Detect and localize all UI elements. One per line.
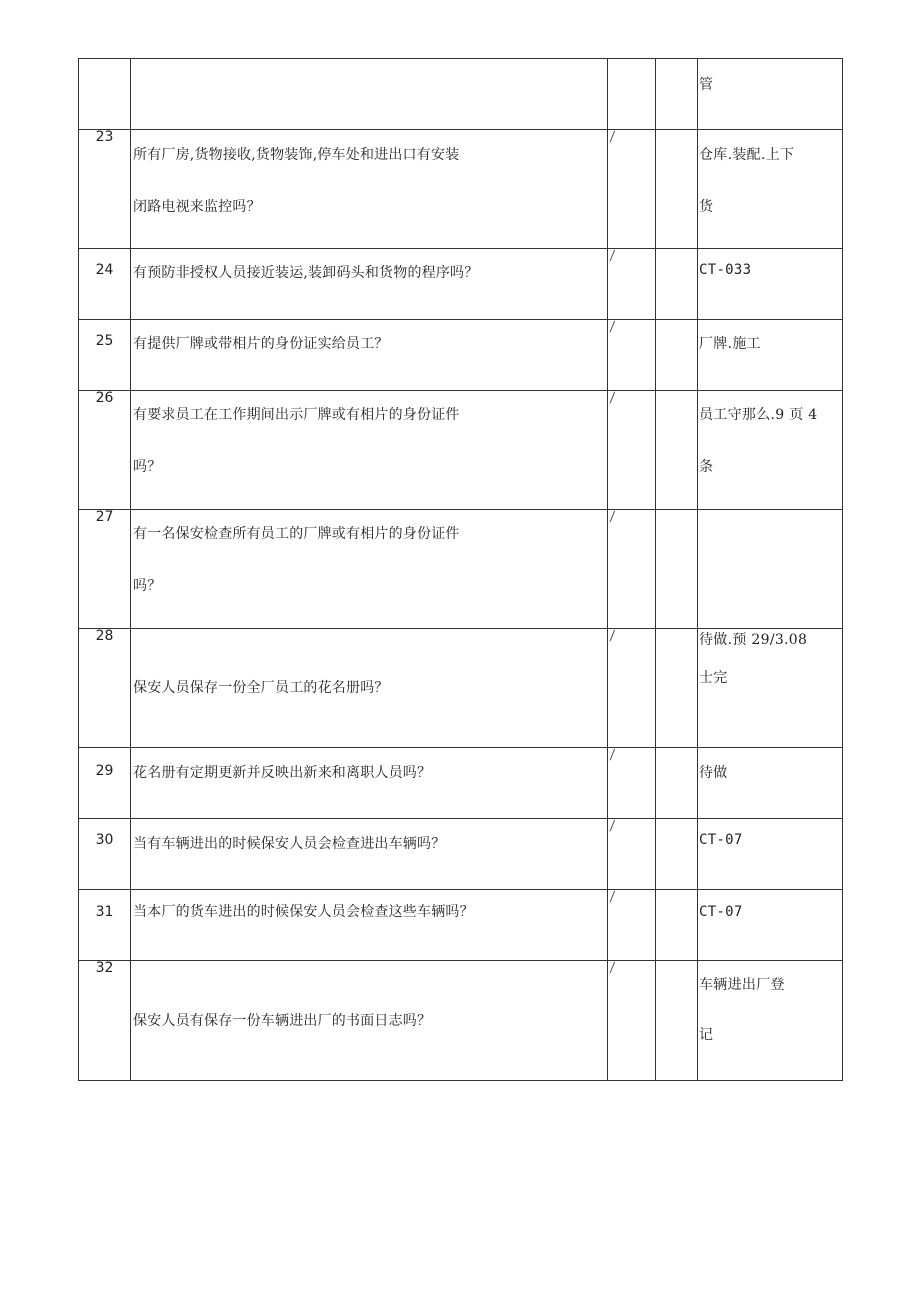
note-line: 车辆进出厂登 bbox=[699, 977, 785, 993]
row-note bbox=[698, 59, 843, 130]
question-line: 闭路电视来监控吗？ bbox=[133, 199, 261, 215]
note-line: 条 bbox=[699, 459, 714, 475]
row-mark: / bbox=[608, 748, 656, 819]
row-note bbox=[698, 130, 843, 249]
row-question bbox=[131, 510, 608, 629]
note-line: 货 bbox=[699, 199, 714, 215]
question-line: 保安人员有保存一份车辆进出厂的书面日志吗？ bbox=[133, 1012, 432, 1029]
note-line: 仓库.装配.上下 bbox=[699, 147, 795, 163]
question-line: 吗？ bbox=[133, 578, 162, 594]
note-line: 记 bbox=[699, 1027, 714, 1043]
row-mark: / bbox=[608, 819, 656, 890]
note-line: 士完 bbox=[699, 670, 728, 686]
row-number: 30 bbox=[79, 819, 131, 890]
row-note bbox=[698, 819, 843, 890]
table-row bbox=[79, 59, 843, 130]
checklist-table bbox=[78, 58, 843, 1081]
table-row bbox=[79, 629, 843, 748]
table-row bbox=[79, 510, 843, 629]
row-note bbox=[698, 320, 843, 391]
note-line: CT-07 bbox=[699, 832, 743, 848]
row-blank bbox=[656, 510, 698, 629]
row-question bbox=[131, 320, 608, 391]
question-line: 花名册有定期更新并反映出新来和离职人员吗？ bbox=[133, 765, 432, 781]
row-question bbox=[131, 391, 608, 510]
row-mark: / bbox=[608, 890, 656, 961]
question-line: 保安人员保存一份全厂员工的花名册吗？ bbox=[133, 680, 389, 696]
row-mark: / bbox=[608, 391, 656, 510]
question-line: 有提供厂牌或带相片的身份证实给员工？ bbox=[133, 336, 389, 352]
note-line: 待做.预 29/3.08 bbox=[699, 632, 808, 648]
row-blank bbox=[656, 961, 698, 1081]
row-number: 26 bbox=[79, 391, 131, 510]
row-note bbox=[698, 961, 843, 1081]
row-blank bbox=[656, 629, 698, 748]
note-line: CT-033 bbox=[699, 262, 752, 278]
table-row bbox=[79, 890, 843, 961]
row-question bbox=[131, 59, 608, 130]
question-line: 有一名保安检查所有员工的厂牌或有相片的身份证件 bbox=[133, 526, 460, 542]
row-number: 29 bbox=[79, 748, 131, 819]
row-mark: / bbox=[608, 510, 656, 629]
table-row bbox=[79, 391, 843, 510]
note-line: 管 bbox=[699, 77, 714, 93]
row-question bbox=[131, 249, 608, 320]
table-row bbox=[79, 130, 843, 249]
row-blank bbox=[656, 249, 698, 320]
row-mark: / bbox=[608, 961, 656, 1081]
row-number: 23 bbox=[79, 130, 131, 249]
row-blank bbox=[656, 391, 698, 510]
row-question bbox=[131, 629, 608, 748]
question-line: 有要求员工在工作期间出示厂牌或有相片的身份证件 bbox=[133, 407, 460, 423]
row-question bbox=[131, 748, 608, 819]
row-number: 28 bbox=[79, 629, 131, 748]
row-note bbox=[698, 510, 843, 629]
row-number: 24 bbox=[79, 249, 131, 320]
row-number: 25 bbox=[79, 320, 131, 391]
row-mark bbox=[608, 59, 656, 130]
row-number: 31 bbox=[79, 890, 131, 961]
row-blank bbox=[656, 819, 698, 890]
table-row bbox=[79, 748, 843, 819]
row-note bbox=[698, 391, 843, 510]
question-line: 所有厂房,货物接收,货物装饰,停车处和进出口有安装 bbox=[133, 147, 460, 163]
question-line: 吗？ bbox=[133, 459, 162, 475]
row-blank bbox=[656, 59, 698, 130]
row-mark: / bbox=[608, 629, 656, 748]
row-blank bbox=[656, 890, 698, 961]
row-note bbox=[698, 629, 843, 748]
row-question bbox=[131, 961, 608, 1081]
table-row bbox=[79, 249, 843, 320]
note-line: CT-07 bbox=[699, 904, 743, 920]
row-question bbox=[131, 890, 608, 961]
question-line: 有预防非授权人员接近装运,装卸码头和货物的程序吗？ bbox=[133, 265, 479, 281]
row-note bbox=[698, 249, 843, 320]
row-blank bbox=[656, 320, 698, 391]
table-row bbox=[79, 320, 843, 391]
note-line: 厂牌.施工 bbox=[699, 336, 761, 352]
table-row bbox=[79, 819, 843, 890]
row-question bbox=[131, 130, 608, 249]
note-line: 员工守那么.9 页 4 bbox=[699, 407, 818, 423]
row-mark: / bbox=[608, 249, 656, 320]
row-number bbox=[79, 59, 131, 130]
row-mark: / bbox=[608, 130, 656, 249]
table-row bbox=[79, 961, 843, 1081]
row-note bbox=[698, 890, 843, 961]
row-mark: / bbox=[608, 320, 656, 391]
row-blank bbox=[656, 130, 698, 249]
row-question bbox=[131, 819, 608, 890]
question-line: 当本厂的货车进出的时候保安人员会检查这些车辆吗？ bbox=[133, 904, 474, 920]
row-blank bbox=[656, 748, 698, 819]
note-line: 待做 bbox=[699, 765, 728, 781]
question-line: 当有车辆进出的时候保安人员会检查进出车辆吗？ bbox=[133, 836, 446, 852]
row-number: 32 bbox=[79, 961, 131, 1081]
row-number: 27 bbox=[79, 510, 131, 629]
row-note bbox=[698, 748, 843, 819]
